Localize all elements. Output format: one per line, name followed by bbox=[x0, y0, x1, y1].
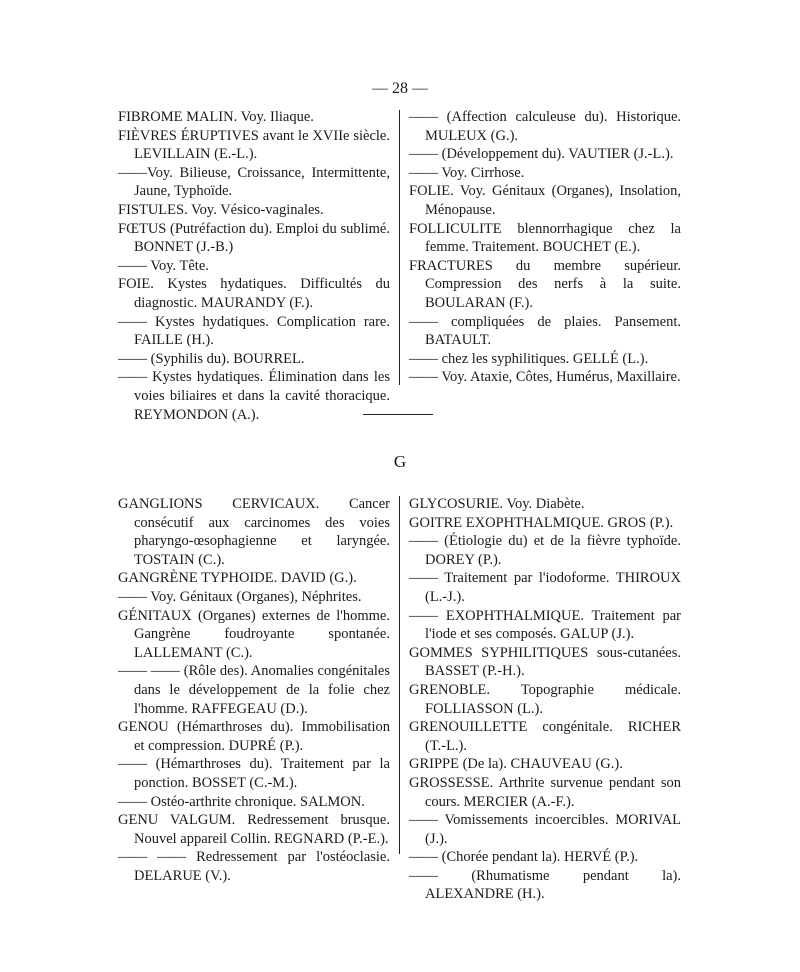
index-entry: FRACTURES du membre supérieur. Compression des nerfs à la suite. BOULARAN (F.). bbox=[409, 257, 681, 311]
index-entry: —— Voy. Cirrhose. bbox=[409, 164, 525, 181]
index-entry: —— (Hémarthroses du). Traitement par la ponction. BOSSET (C.-M.). bbox=[118, 756, 390, 791]
index-entry: GENU VALGUM. Redressement brusque. Nouvel appareil Collin. REGNARD (P.-E.). bbox=[118, 812, 390, 847]
index-entry: —— Kystes hydatiques. Complication rare. FAILLE (H.). bbox=[118, 313, 390, 349]
index-entry: —— (Syphilis du). BOURREL. bbox=[118, 350, 305, 367]
page-number: — 28 — bbox=[372, 80, 428, 97]
index-entry: FOIE. Kystes hydatiques. Difficultés du diagnostic. MAURANDY (F.). bbox=[118, 276, 390, 311]
index-entry: —— Voy. Tête. bbox=[118, 257, 209, 274]
index-entry: FOLLICULITE blennorrhagique chez la femme. Traitement. BOUCHET (E.). bbox=[409, 220, 681, 256]
index-entry: GÉNITAUX (Organes) externes de l'homme. Gangrène foudroyante spontanée. LALLEMANT (C.). bbox=[118, 607, 390, 661]
index-entry: —— (Chorée pendant la). HERVÉ (P.). bbox=[409, 849, 639, 866]
index-entry: GRIPPE (De la). CHAUVEAU (G.). bbox=[409, 756, 623, 773]
index-entry: —— Voy. Génitaux (Organes), Néphrites. bbox=[118, 588, 362, 605]
index-column-top-left bbox=[118, 108, 390, 424]
index-entry: GLYCOSURIE. Voy. Diabète. bbox=[409, 496, 585, 512]
index-entry: —— (Étiologie du) et de la fièvre typhoïde. DOREY (P.). bbox=[409, 533, 681, 568]
index-entry: —— —— Redressement par l'ostéoclasie. DELARUE (V.). bbox=[118, 849, 390, 884]
index-column-top-right bbox=[409, 108, 681, 387]
index-entry: —— Traitement par l'iodoforme. THIROUX (L.-J.). bbox=[409, 570, 681, 605]
index-entry: GROSSESSE. Arthrite survenue pendant son cours. MERCIER (A.-F.). bbox=[409, 774, 681, 810]
index-entry: —— —— (Rôle des). Anomalies congénitales dans le développement de la folie chez l'homme. RAFFEGEAU (D.). bbox=[118, 663, 390, 717]
index-entry: FIBROME MALIN. Voy. Iliaque. bbox=[118, 109, 314, 125]
index-entry: —— Ostéo-arthrite chronique. SALMON. bbox=[118, 793, 365, 810]
index-column-bottom-right bbox=[409, 495, 681, 904]
section-letter-heading: G bbox=[393, 452, 407, 471]
index-entry: ——Voy. Bilieuse, Croissance, Intermittente, Jaune, Typhoïde. bbox=[118, 164, 390, 200]
index-entry: FOLIE. Voy. Génitaux (Organes), Insolation, Ménopause. bbox=[409, 183, 681, 218]
index-entry: —— chez les syphilitiques. GELLÉ (L.). bbox=[409, 350, 649, 367]
index-entry: GANGRÈNE TYPHOIDE. DAVID (G.). bbox=[118, 570, 357, 587]
index-entry: —— EXOPHTHALMIQUE. Traitement par l'iode et ses composés. GALUP (J.). bbox=[409, 607, 681, 643]
index-entry: FIÈVRES ÉRUPTIVES avant le XVIIe siècle. LEVILLAIN (E.-L.). bbox=[118, 127, 390, 163]
column-divider-top bbox=[399, 110, 400, 385]
index-column-bottom-left bbox=[118, 495, 390, 885]
index-entry: —— Kystes hydatiques. Élimination dans les voies biliaires et dans la cavité thoracique. REYMONDON (A.). bbox=[118, 369, 390, 423]
index-entry: —— (Rhumatisme pendant la). ALEXANDRE (H.). bbox=[409, 867, 681, 903]
index-entry: —— Voy. Ataxie, Côtes, Humérus, Maxillaire. bbox=[409, 369, 681, 386]
column-divider-bottom bbox=[399, 496, 400, 854]
index-entry: GOITRE EXOPHTHALMIQUE. GROS (P.). bbox=[409, 514, 674, 531]
index-entry: —— Vomissements incoercibles. MORIVAL (J.). bbox=[409, 812, 681, 847]
index-entry: GRENOBLE. Topographie médicale. FOLLIASSON (L.). bbox=[409, 681, 681, 717]
section-separator bbox=[363, 414, 433, 415]
index-entry: —— (Affection calculeuse du). Historique. MULEUX (G.). bbox=[409, 109, 681, 144]
index-entry: FISTULES. Voy. Vésico-vaginales. bbox=[118, 201, 324, 218]
index-entry: GANGLIONS CERVICAUX. Cancer consécutif aux carcinomes des voies pharyngo-œsophagienne et laryngée. TOSTAIN (C.). bbox=[118, 496, 390, 568]
index-entry: GOMMES SYPHILITIQUES sous-cutanées. BASSET (P.-H.). bbox=[409, 644, 681, 680]
index-entry: GENOU (Hémarthroses du). Immobilisation et compression. DUPRÉ (P.). bbox=[118, 719, 390, 754]
index-entry: FŒTUS (Putréfaction du). Emploi du sublimé. BONNET (J.-B.) bbox=[118, 220, 390, 256]
index-entry: GRENOUILLETTE congénitale. RICHER (T.-L.). bbox=[409, 719, 681, 754]
index-entry: —— compliquées de plaies. Pansement. BATAULT. bbox=[409, 313, 681, 349]
index-entry: —— (Développement du). VAUTIER (J.-L.). bbox=[409, 146, 674, 163]
